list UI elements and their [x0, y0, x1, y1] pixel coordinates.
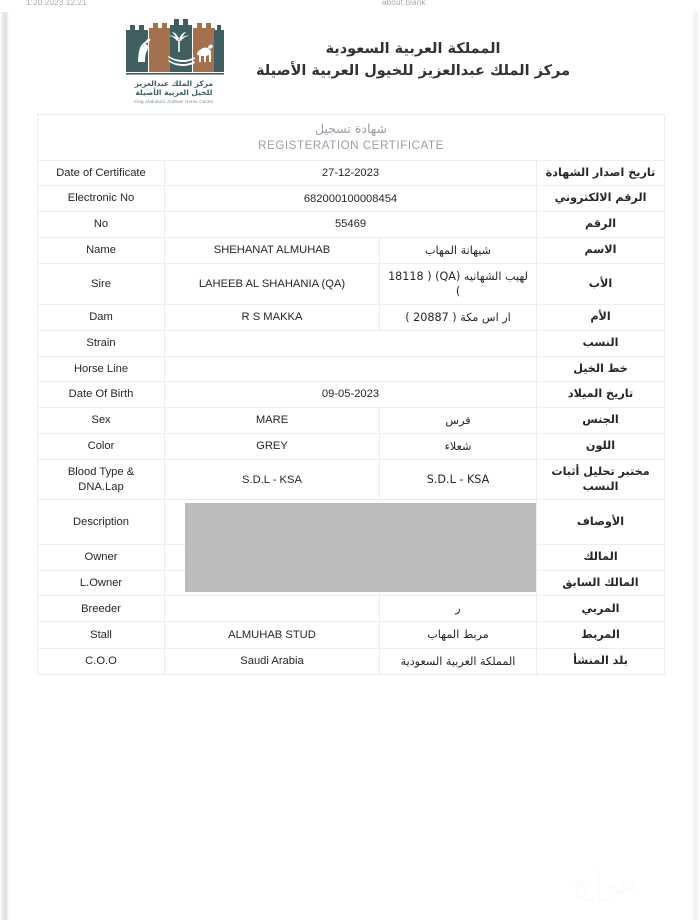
logo-wordmark-ar-line2: للخيل العربية الأصيلة — [135, 88, 213, 98]
row-value-en: SHEHANAT ALMUHAB — [165, 237, 380, 263]
row-label-en: Strain — [38, 331, 165, 357]
row-label-ar: المربط — [537, 622, 665, 648]
row-label-en: Name — [38, 237, 165, 263]
row-value-ar: S.D.L - KSA — [380, 459, 537, 499]
row-label-en: Date of Certificate — [38, 160, 165, 186]
row-label-en: Owner — [38, 544, 165, 570]
row-label-ar: الأب — [537, 263, 665, 304]
row-label-en: Date Of Birth — [38, 382, 165, 408]
row-value: 27-12-2023 — [165, 160, 537, 186]
row-label-en: Color — [38, 433, 165, 459]
row-label-ar: اللون — [537, 433, 665, 459]
row-label-ar: خط الخيل — [537, 356, 665, 382]
logo-wordmark-ar-line1: مركز الملك عبدالعزيز — [134, 79, 214, 89]
certificate-row — [38, 212, 665, 238]
row-value-en: S.D.L - KSA — [165, 459, 380, 499]
logo-wordmark — [134, 79, 213, 104]
row-label-en: Sire — [38, 263, 165, 304]
haraj-watermark — [539, 860, 671, 906]
certificate-title-row — [38, 115, 665, 161]
certificate-row — [38, 356, 665, 382]
row-value-en: LAHEEB AL SHAHANIA (QA) — [165, 263, 380, 304]
row-label-ar: الرقم — [537, 212, 665, 238]
certificate-row — [38, 648, 665, 674]
row-label-ar: الاسم — [537, 237, 665, 263]
row-value-ar: شيهانة المهاب — [380, 237, 537, 263]
row-value: 09-05-2023 — [165, 382, 537, 408]
fort-emblem-icon — [124, 16, 224, 76]
print-header-timestamp: 1:20 2023 12:21 — [26, 0, 87, 7]
row-label-en: Sex — [38, 407, 165, 433]
print-header-url: about:blank — [382, 0, 426, 7]
logo-wordmark-en: King Abdulaziz Arabian Horse Center — [134, 98, 214, 104]
kingdom-name: المملكة العربية السعودية — [325, 40, 501, 57]
row-label-ar: الأم — [537, 304, 665, 330]
row-label-ar: بلد المنشأ — [537, 648, 665, 674]
certificate-row — [38, 263, 665, 304]
row-label-ar: تاريخ اصدار الشهادة — [537, 160, 665, 186]
row-label-ar: الرقم الالكتروني — [537, 186, 665, 212]
row-value-ar: ر — [380, 596, 537, 622]
row-value-en — [165, 596, 380, 622]
certificate-row — [38, 237, 665, 263]
row-label-ar: تاريخ الميلاد — [537, 382, 665, 408]
organization-logo — [122, 16, 226, 104]
row-label-ar: المالك السابق — [537, 570, 665, 596]
row-value-ar: المملكة العربية السعودية — [380, 648, 537, 674]
certificate-title-en: REGISTERATION CERTIFICATE — [258, 139, 444, 153]
certificate-row — [38, 622, 665, 648]
row-label-ar: المالك — [537, 544, 665, 570]
row-value-ar: لهيب الشهانيه (QA) ( 18118 ) — [380, 263, 537, 304]
row-label-en: Horse Line — [38, 356, 165, 382]
row-label-ar: المربي — [537, 596, 665, 622]
certificate-row — [38, 459, 665, 499]
row-label-ar: مختبر تحليل أثبات النسب — [537, 459, 665, 499]
certificate-row — [38, 382, 665, 408]
row-label-en: No — [38, 212, 165, 238]
row-value: 682000100008454 — [165, 186, 537, 212]
document-header — [9, 12, 691, 108]
row-label-ar: الأوصاف — [537, 500, 665, 545]
row-value-en: GREY — [165, 433, 380, 459]
row-label-en: Breeder — [38, 596, 165, 622]
certificate-row — [38, 160, 665, 186]
row-value-en: MARE — [165, 407, 380, 433]
row-label-ar: النسب — [537, 331, 665, 357]
browser-print-header — [0, 0, 700, 12]
row-value — [165, 331, 537, 357]
row-value-en: R S MAKKA — [165, 304, 380, 330]
center-name: مركز الملك عبدالعزيز للخيول العربية الأصيلة — [255, 63, 571, 79]
row-value-en: ALMUHAB STUD — [165, 622, 380, 648]
certificate-row — [38, 304, 665, 330]
row-value-en: Saudi Arabia — [165, 648, 380, 674]
certificate-row — [38, 331, 665, 357]
row-label-en: Description — [38, 500, 165, 545]
certificate-row — [38, 407, 665, 433]
certificate-title-ar: شهادة تسجيل — [314, 121, 388, 136]
page-gutter-left — [0, 0, 9, 920]
row-label-en: Electronic No — [38, 186, 165, 212]
organization-titles — [256, 38, 570, 83]
watermark-text: حراج — [573, 867, 637, 902]
certificate-row — [38, 186, 665, 212]
certificate-page — [9, 12, 691, 920]
row-value-ar: مربط المهاب — [380, 622, 537, 648]
row-label-en: C.O.O — [38, 648, 165, 674]
row-value-ar: فرس — [380, 407, 537, 433]
row-value-ar: شعلاء — [380, 433, 537, 459]
row-label-en: L.Owner — [38, 570, 165, 596]
page-gutter-right — [691, 0, 700, 920]
certificate-row — [38, 433, 665, 459]
row-value — [165, 356, 537, 382]
redacted-owner-block — [185, 503, 536, 592]
row-label-ar: الجنس — [537, 407, 665, 433]
certificate-row — [38, 596, 665, 622]
row-value: 55469 — [165, 212, 537, 238]
row-label-en: Dam — [38, 304, 165, 330]
row-label-en: Blood Type & DNA.Lap — [38, 459, 165, 499]
row-label-en: Stall — [38, 622, 165, 648]
row-value-ar: ار اس مكة ( 20887 ) — [380, 304, 537, 330]
